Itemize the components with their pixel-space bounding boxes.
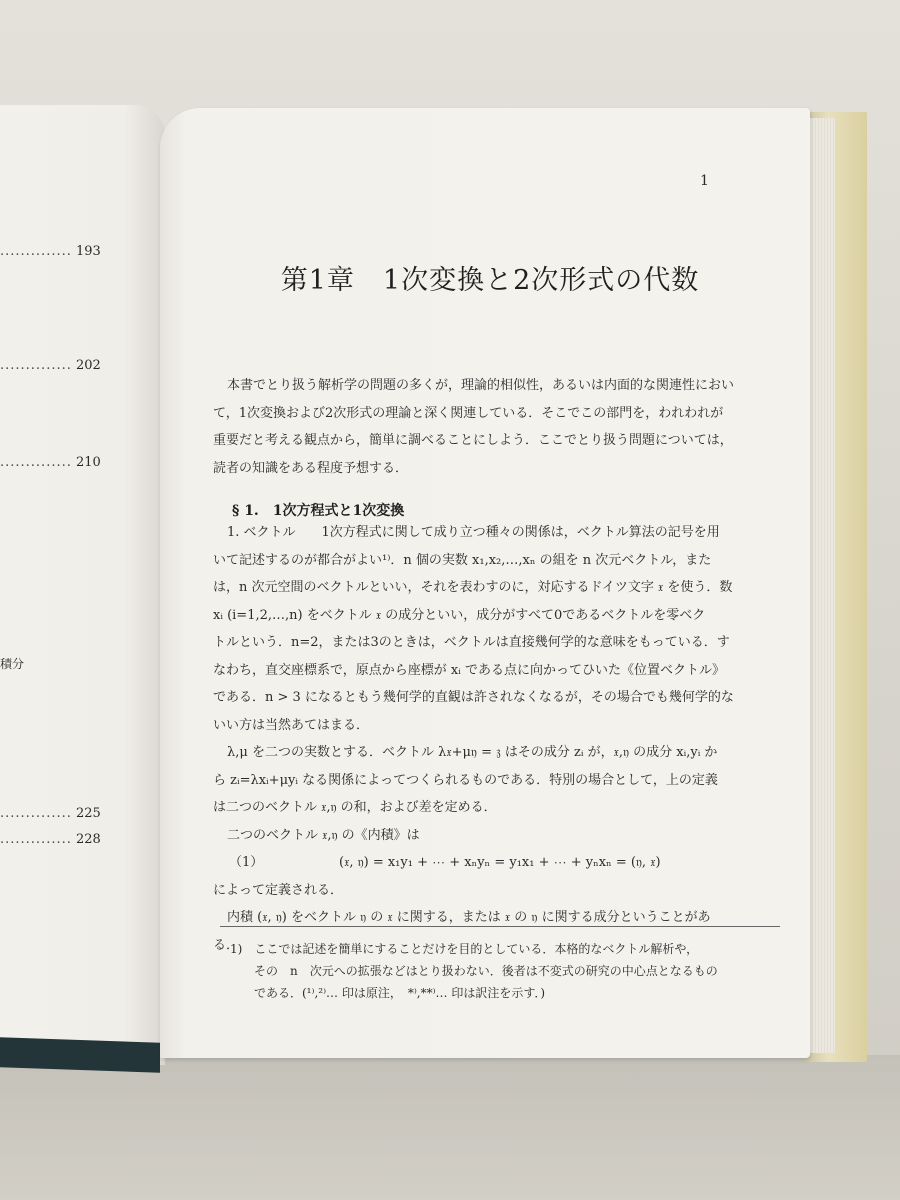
- toc-dots: ..............: [0, 806, 72, 821]
- toc-entry: [0, 358, 101, 373]
- vector-section-body: [213, 519, 793, 959]
- left-cover-binding: [0, 1037, 160, 1073]
- toc-dots: ..............: [0, 832, 72, 847]
- text-line: いて記述するのが都合がよい¹⁾．n 個の実数 x₁,x₂,…,xₙ の組を n 次元ベクトル，また: [213, 552, 712, 568]
- text-line: λ,μ を二つの実数とする．ベクトル λ𝔵+μ𝔶 = 𝔷 はその成分 zᵢ が，𝔵,𝔶 の成分 xᵢ,yᵢ か: [227, 745, 718, 760]
- text-line: 本書でとり扱う解析学の問題の多くが，理論的相似性，あるいは内面的な関連性におい: [227, 378, 735, 393]
- text-line: によって定義される．: [213, 882, 344, 898]
- text-line: xᵢ (i=1,2,…,n) をベクトル 𝔵 の成分といい，成分がすべて0であるベクトルを零ベク: [213, 607, 706, 623]
- text-line: は，n 次元空間のベクトルといい，それを表わすのに，対応するドイツ文字 𝔵 を使う．数: [213, 580, 733, 595]
- text-line: 読者の知識をある程度予想する．: [213, 460, 409, 476]
- footnote-line: その n 次元への拡張などはとり扱わない．後者は不変式の研究の中心点となるもの: [254, 964, 718, 978]
- toc-entry: [0, 832, 101, 847]
- text-line: 内積 (𝔵, 𝔶) をベクトル 𝔶 の 𝔵 に関する，または 𝔵 の 𝔶 に関する成分ということがあ: [227, 910, 711, 925]
- toc-dots: ..............: [0, 358, 72, 373]
- book-shadow: [0, 1055, 900, 1200]
- toc-page-number: 202: [76, 358, 101, 373]
- text-line: は二つのベクトル 𝔵,𝔶 の和，および差を定める．: [213, 800, 497, 815]
- text-line: る．: [213, 937, 240, 953]
- page-number: 1: [700, 173, 709, 189]
- toc-page-number: 228: [76, 832, 101, 847]
- section-heading: § 1. 1次方程式と1次変換: [232, 503, 405, 519]
- text-line: である．n > 3 になるともう幾何学的直観は許されなくなるが，その場合でも幾何学的な: [213, 690, 734, 705]
- toc-entry: [0, 806, 101, 821]
- toc-page-number: 193: [76, 244, 101, 259]
- toc-page-number: 210: [76, 455, 101, 470]
- equation: [213, 849, 793, 877]
- intro-paragraph: [213, 372, 793, 482]
- toc-entry: [0, 244, 101, 259]
- chapter-title: 第1章 1次変換と2次形式の代数: [280, 265, 700, 296]
- footnote-line: である．(¹⁾,²⁾… 印は原注， *⁾,**⁾… 印は訳注を示す．): [254, 986, 546, 1000]
- toc-side-text: 積分: [0, 657, 25, 671]
- text-line: 重要だと考える観点から，簡単に調べることにしよう．ここでとり扱う問題については，: [213, 433, 733, 448]
- footnote-line: 1) ここでは記述を簡単にすることだけを目的としている．本格的なベクトル解析や，: [230, 942, 699, 956]
- text-line: ら zᵢ=λxᵢ+μyᵢ なる関係によってつくられるものである．特別の場合として，上の定義: [213, 772, 718, 788]
- text-line: なわち，直交座標系で，原点から座標が xᵢ である点に向かってひいた《位置ベクトル》: [213, 662, 725, 678]
- toc-dots: ..............: [0, 244, 72, 259]
- text-line: いい方は当然あてはまる．: [213, 717, 370, 733]
- text-line: て，1次変換および2次形式の理論と深く関連している．そこでこの部門を，われわれが: [213, 405, 724, 421]
- toc-page-number: 225: [76, 806, 101, 821]
- text-line: 二つのベクトル 𝔵,𝔶 の《内積》は: [227, 827, 420, 843]
- text-line: 1. ベクトル 1次方程式に関して成り立つ種々の関係は，ベクトル算法の記号を用: [227, 525, 720, 540]
- footnote-divider: [220, 926, 780, 927]
- footnote: [230, 938, 790, 1004]
- text-line: トルという．n=2，または3のときは，ベクトルは直接幾何学的な意味をもっている．す: [213, 635, 730, 650]
- toc-entry: [0, 455, 101, 470]
- toc-dots: ..............: [0, 455, 72, 470]
- equation-number: （1）: [229, 855, 264, 870]
- equation-formula: (𝔵, 𝔶) = x₁y₁ + ⋯ + xₙyₙ = y₁x₁ + ⋯ + yₙxₙ = (𝔶, 𝔵): [339, 855, 661, 870]
